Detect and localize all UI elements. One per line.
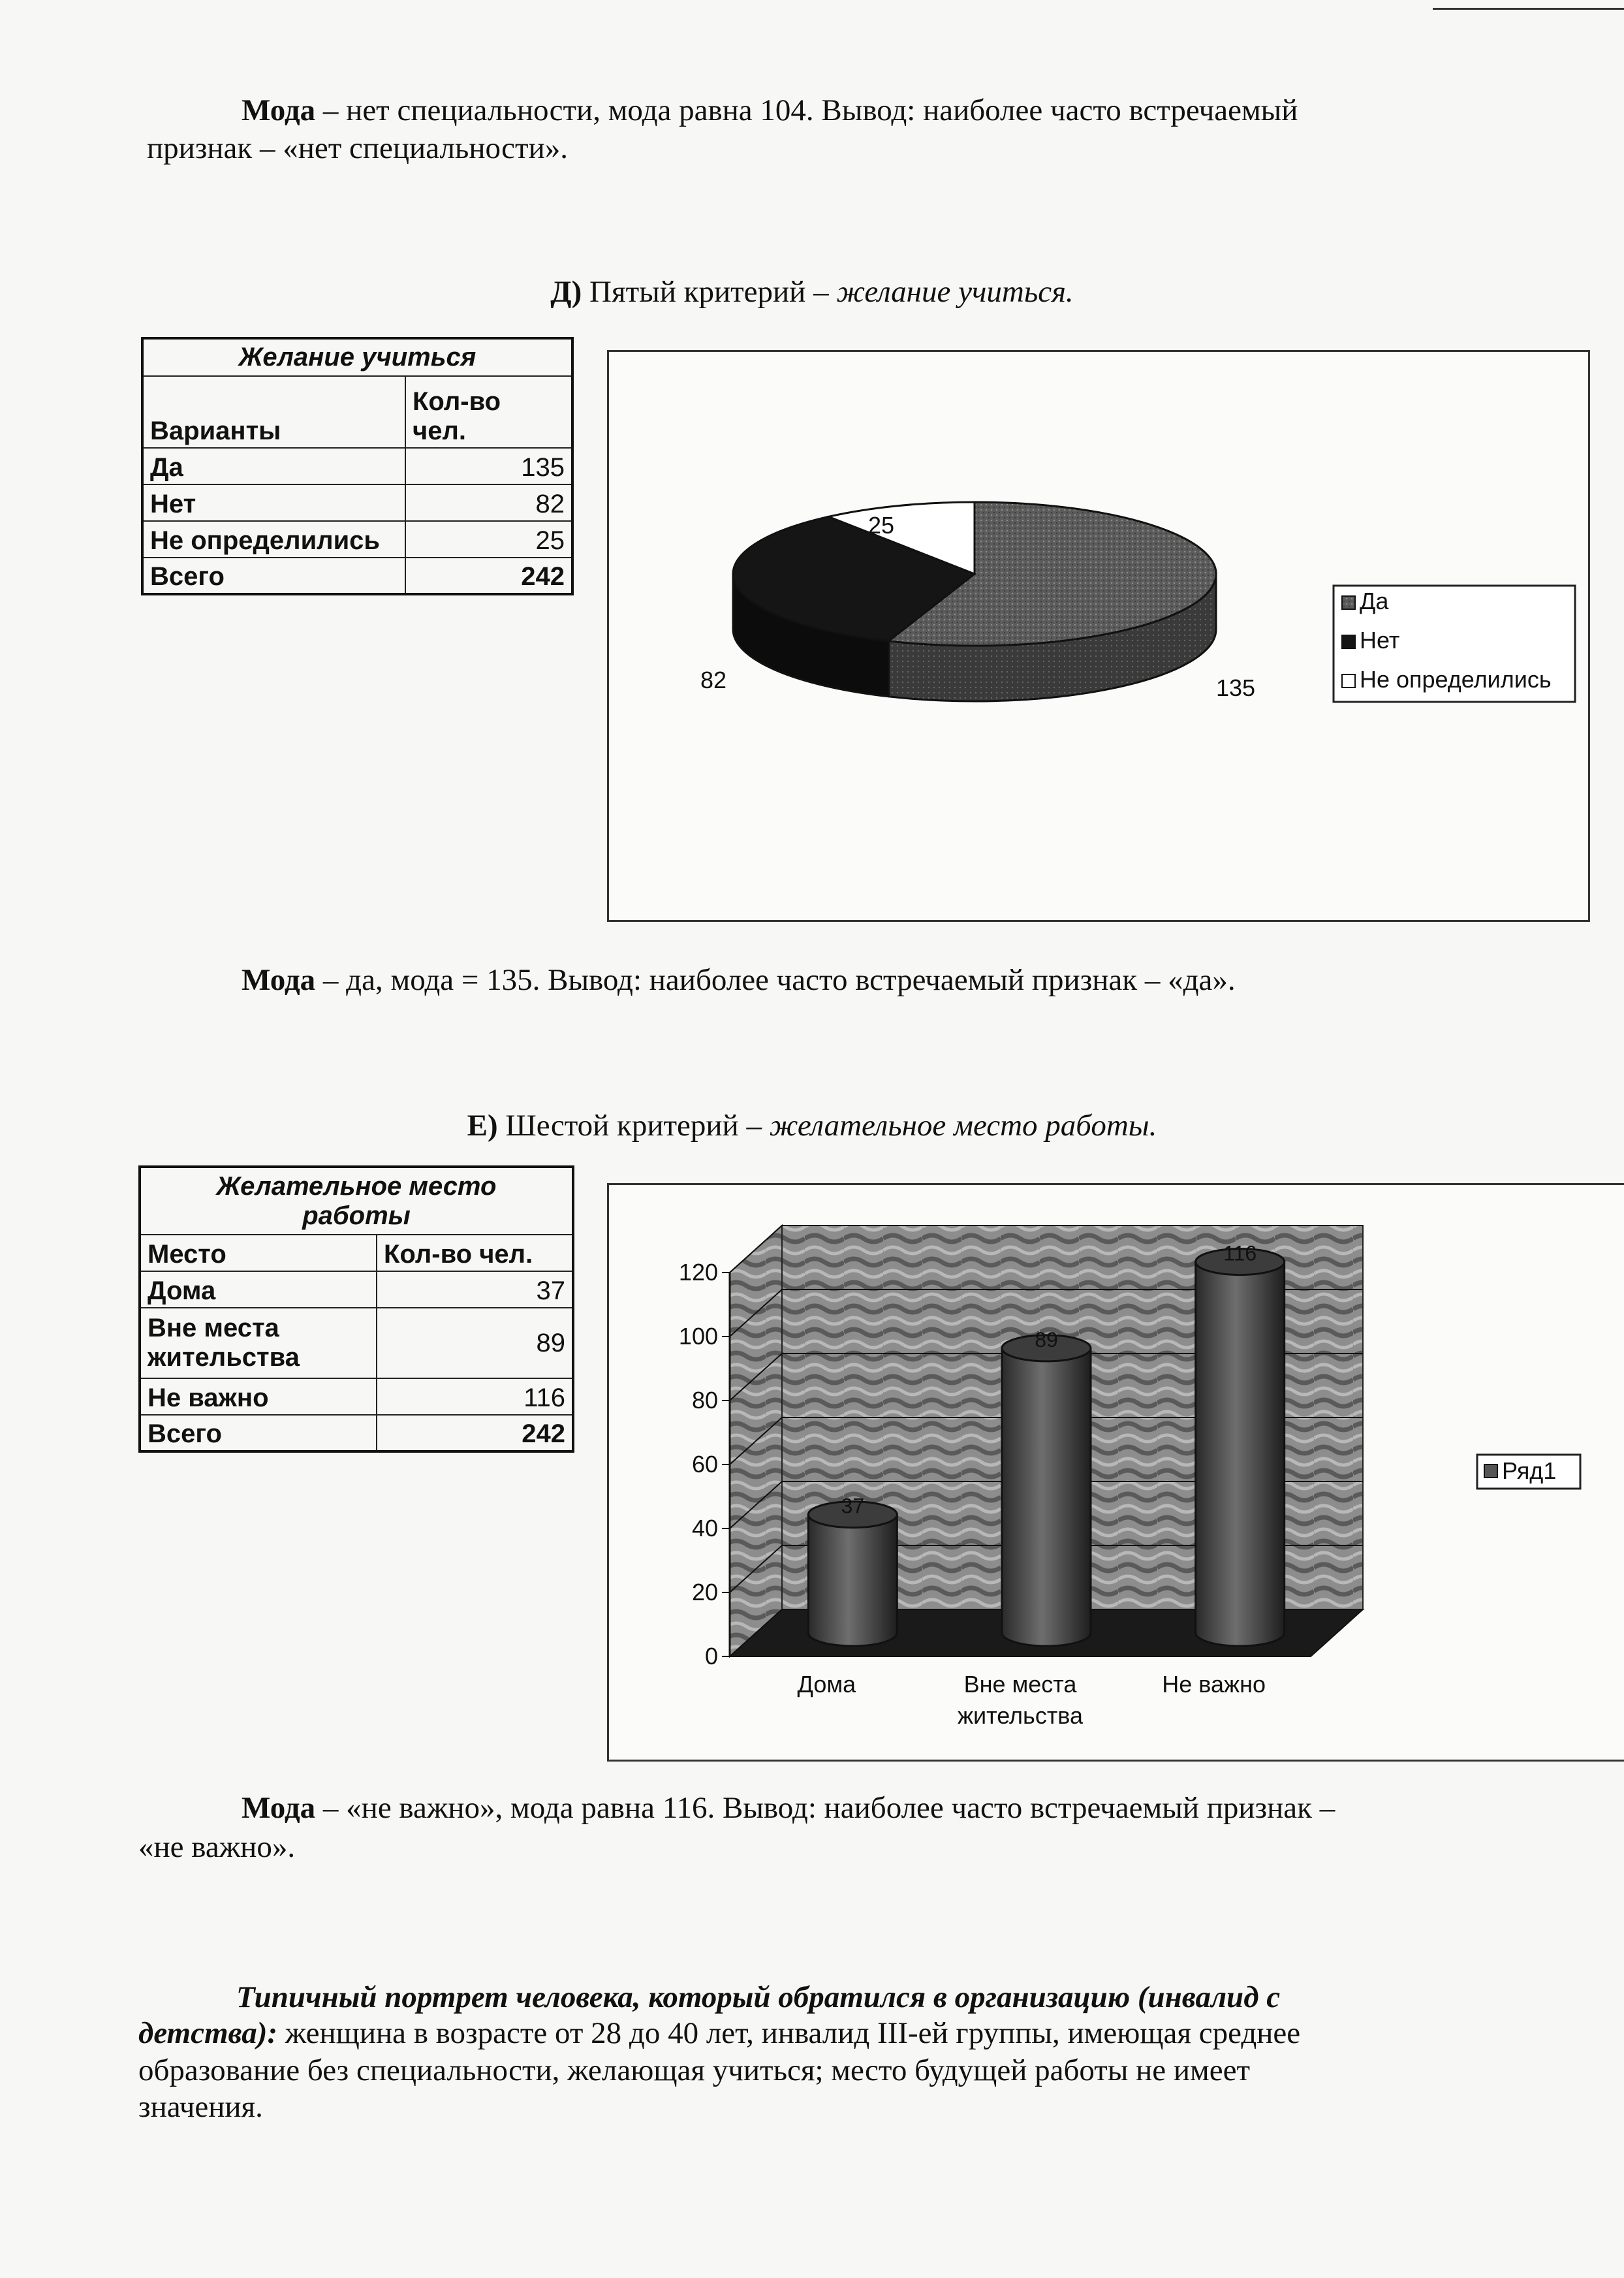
- row-label: Нет: [142, 484, 405, 521]
- bar-data-label: 116: [1223, 1241, 1257, 1265]
- portrait-heading: Типичный портрет человека, который обратился в организацию (инвалид с: [236, 1980, 1281, 2014]
- table-title: Желание учиться: [142, 338, 572, 376]
- bar-chart-svg: [609, 1185, 1624, 1760]
- legend-label-yes: Да: [1360, 588, 1389, 614]
- col-header-variants: Варианты: [142, 376, 405, 448]
- data-label-undecided: 25: [867, 512, 895, 539]
- section-e-italic: желательное место работы.: [769, 1109, 1157, 1143]
- mode-label: Мода: [242, 1791, 316, 1825]
- page-edge-line: [1433, 8, 1624, 10]
- data-label-no: 82: [700, 667, 727, 693]
- y-tick-label: 0: [704, 1643, 718, 1669]
- table-title-line2: работы: [302, 1201, 411, 1230]
- table-row: [142, 521, 572, 558]
- table-row: [142, 448, 572, 484]
- section-e-heading: [0, 1107, 1624, 1145]
- bar-cylinder: [1196, 1262, 1285, 1646]
- y-tick-label: 20: [691, 1579, 718, 1606]
- total-value: 242: [405, 558, 572, 594]
- portrait-heading-end: детства):: [138, 2016, 278, 2050]
- row-label-line1: Вне места: [148, 1314, 279, 1342]
- pie-legend: [1334, 586, 1575, 702]
- table-row: [140, 1308, 573, 1378]
- portrait-line3: образование без специальности, желающая учиться; место будущей работы не имеет: [138, 2053, 1251, 2087]
- legend-swatch-yes: [1342, 596, 1355, 609]
- row-label: [140, 1308, 377, 1378]
- section-d-text: Пятый критерий –: [589, 275, 837, 309]
- pie-chart: [607, 350, 1590, 922]
- legend-label-series1: Ряд1: [1502, 1457, 1557, 1484]
- legend-swatch-undecided: [1342, 674, 1355, 688]
- table-row: [140, 1271, 573, 1308]
- table-row: [140, 1378, 573, 1415]
- y-tick-label: 80: [691, 1387, 718, 1414]
- col-header-count-line1: Кол-во: [413, 387, 501, 416]
- row-value: 89: [377, 1308, 573, 1378]
- table-desired-workplace: [138, 1165, 574, 1453]
- col-header-count: [405, 376, 572, 448]
- row-label: Дома: [140, 1271, 377, 1308]
- section-e-prefix: Е): [467, 1109, 506, 1143]
- x-tick-label: Не важно: [1162, 1671, 1266, 1698]
- total-label: Всего: [140, 1415, 377, 1451]
- mode-paragraph-3: [242, 1789, 1335, 1827]
- mode-paragraph-1: [242, 91, 1298, 129]
- legend-swatch-no: [1342, 635, 1355, 648]
- table-desire-to-study: [141, 337, 574, 595]
- row-label: Да: [142, 448, 405, 484]
- section-e-text: Шестой критерий –: [505, 1109, 770, 1143]
- portrait-line4: значения.: [138, 2090, 263, 2124]
- bar-data-label: 89: [1035, 1327, 1058, 1352]
- mode-label: Мода: [242, 93, 316, 127]
- row-value: 116: [377, 1378, 573, 1415]
- x-tick-label: Вне места: [963, 1671, 1077, 1698]
- x-tick-label: жительства: [957, 1702, 1084, 1729]
- table-total-row: [142, 558, 572, 594]
- row-label-line2: жительства: [148, 1343, 300, 1372]
- legend-swatch-series1: [1484, 1464, 1497, 1478]
- data-label-yes: 135: [1215, 674, 1256, 701]
- row-value: 135: [405, 448, 572, 484]
- bar-legend: [1477, 1455, 1580, 1489]
- total-value: 242: [377, 1415, 573, 1451]
- x-tick-label: Дома: [797, 1671, 856, 1698]
- mode-text: – да, мода = 135. Вывод: наиболее часто встречаемый признак – «да».: [315, 963, 1236, 997]
- pie-chart-svg: [609, 352, 1588, 920]
- total-label: Всего: [142, 558, 405, 594]
- mode-label: Мода: [242, 963, 316, 997]
- legend-label-undecided: Не определились: [1360, 666, 1552, 693]
- legend-label-no: Нет: [1360, 627, 1400, 654]
- mode-paragraph-3-line2: «не важно».: [138, 1830, 296, 1864]
- bar-data-label: 37: [841, 1494, 865, 1518]
- row-label: Не важно: [140, 1378, 377, 1415]
- y-tick-label: 60: [691, 1451, 718, 1478]
- bar-cylinder: [1002, 1348, 1091, 1646]
- table-title-line1: Желательное место: [216, 1171, 497, 1201]
- mode-text: – нет специальности, мода равна 104. Вывод: наиболее часто встречаемый: [315, 93, 1298, 127]
- section-d-prefix: Д): [550, 275, 590, 309]
- table-total-row: [140, 1415, 573, 1451]
- row-value: 25: [405, 521, 572, 558]
- mode-text: – «не важно», мода равна 116. Вывод: наиболее часто встречаемый признак –: [315, 1791, 1335, 1825]
- bar-cylinder: [808, 1515, 897, 1646]
- y-tick-label: 100: [678, 1323, 718, 1350]
- portrait-line2: [138, 2014, 1300, 2052]
- section-d-heading: [0, 273, 1624, 311]
- portrait-text: женщина в возрасте от 28 до 40 лет, инвалид III-ей группы, имеющая среднее: [277, 2016, 1301, 2050]
- row-value: 82: [405, 484, 572, 521]
- mode-paragraph-1-line2: признак – «нет специальности».: [147, 131, 568, 165]
- col-header-place: Место: [140, 1235, 377, 1271]
- y-tick-label: 120: [678, 1259, 718, 1286]
- bar-chart: [607, 1183, 1624, 1762]
- row-label: Не определились: [142, 521, 405, 558]
- section-d-italic: желание учиться.: [836, 275, 1074, 309]
- table-title: [140, 1167, 573, 1235]
- col-header-count-line2: чел.: [413, 417, 466, 445]
- table-row: [142, 484, 572, 521]
- mode-paragraph-2: [242, 961, 1236, 999]
- row-value: 37: [377, 1271, 573, 1308]
- col-header-count: Кол-во чел.: [377, 1235, 573, 1271]
- y-tick-label: 40: [691, 1515, 718, 1542]
